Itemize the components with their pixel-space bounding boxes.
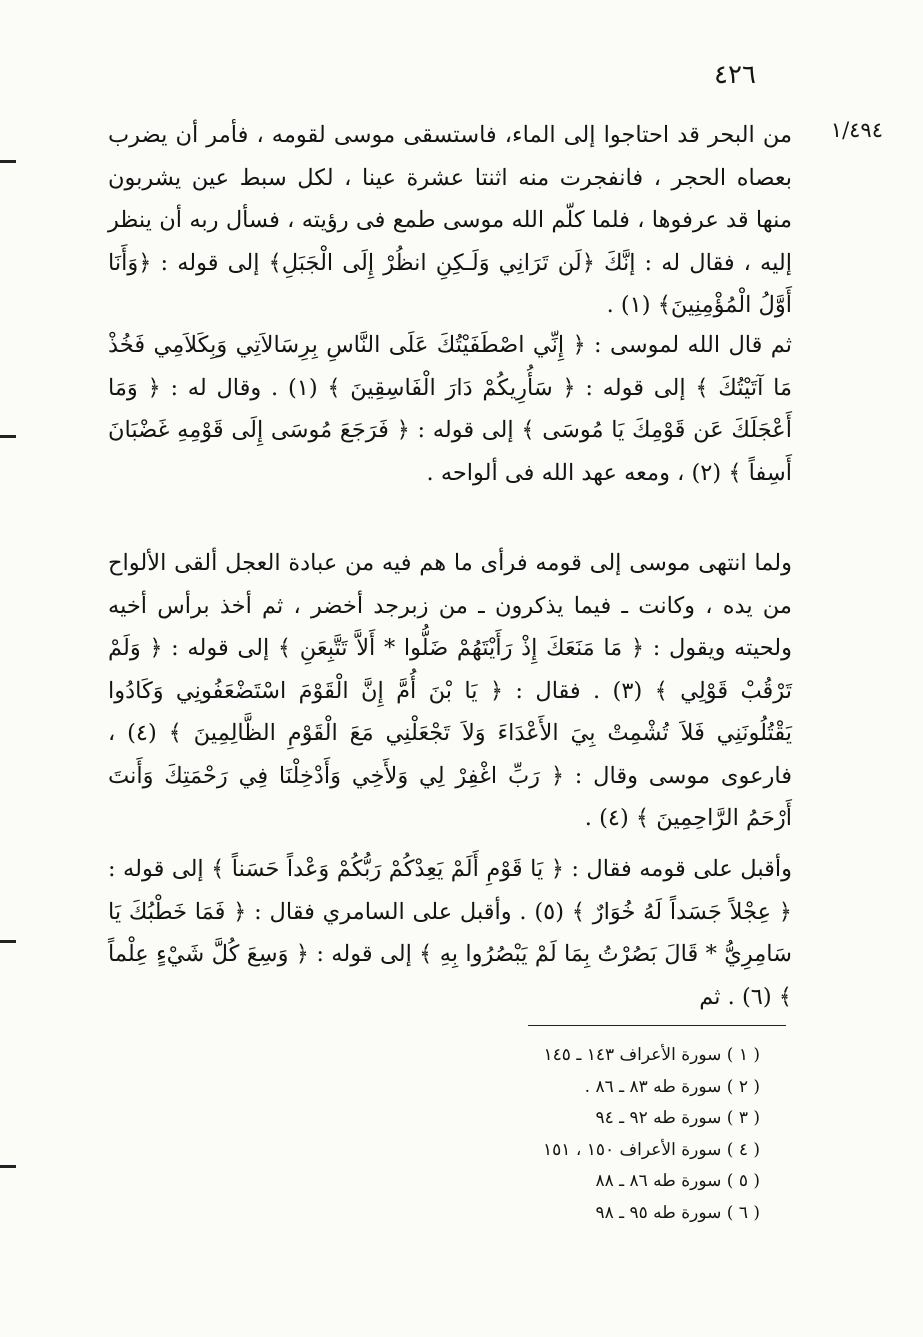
footnote-1: ( ١ ) سورة الأعراف ١٤٣ ـ ١٤٥ xyxy=(543,1045,760,1065)
margin-reference: ١/٤٩٤ xyxy=(830,118,883,142)
page-number: ٤٢٦ xyxy=(714,60,756,90)
footnote-3: ( ٣ ) سورة طه ٩٢ ـ ٩٤ xyxy=(595,1108,760,1128)
footnote-2: ( ٢ ) سورة طه ٨٣ ـ ٨٦ . xyxy=(584,1076,760,1097)
footnotes xyxy=(470,1040,760,1229)
paragraph-text: ثم قال الله لموسى : ﴿ إِنِّي اصْطَفَيْتُكَ عَلَى النَّاسِ بِرِسَالاَتِي وَبِكَلاَمِي فَخُذْ مَا آتَيْتُكَ ﴾ إلى قوله : ﴿ سَأُرِيكُمْ دَارَ الْفَاسِقِينَ ﴾ (١) . وقال له : ﴿ وَمَا أَعْجَلَكَ عَن قَوْمِكَ يَا مُوسَى ﴾ إلى قوله : ﴿ فَرَجَعَ مُوسَى إِلَى قَوْمِهِ غَضْبَانَ أَسِفاً ﴾ (٢) ، ومعه عهد الله فى ألواحه . xyxy=(108,332,793,486)
body-paragraph-3 xyxy=(108,542,792,840)
paragraph-text: وأقبل على قومه فقال : ﴿ يَا قَوْمِ أَلَمْ يَعِدْكُمْ رَبُّكُمْ وَعْداً حَسَناً ﴾ إلى قوله : ﴿ عِجْلاً جَسَداً لَهُ خُوَارٌ ﴾ (٥) . وأقبل على السامري فقال : ﴿ فَمَا خَطْبُكَ يَا سَامِرِيُّ * قَالَ بَصُرْتُ بِمَا لَمْ يَبْصُرُوا بِهِ ﴾ إلى قوله : ﴿ وَسِعَ كُلَّ شَيْءٍ عِلْماً ﴾ (٦) . ثم xyxy=(108,856,792,1010)
body-paragraph-2 xyxy=(108,324,792,494)
footnote-divider xyxy=(528,1025,786,1026)
body-paragraph-1 xyxy=(108,114,792,327)
paragraph-text: ولما انتهى موسى إلى قومه فرأى ما هم فيه من عبادة العجل ألقى الألواح من يده ، وكانت ـ فيما يذكرون ـ من زبرجد أخضر ، ثم أخذ برأس أخيه ولحيته ويقول : ﴿ مَا مَنَعَكَ إِذْ رَأَيْتَهُمْ ضَلُّوا * أَلاَّ تَتَّبِعَنِ ﴾ إلى قوله : ﴿ وَلَمْ تَرْقُبْ قَوْلِي ﴾ (٣) . فقال : ﴿ يَا بْنَ أُمَّ إِنَّ الْقَوْمَ اسْتَضْعَفُونِي وَكَادُوا يَقْتُلُونَنِي فَلاَ تُشْمِتْ بِيَ الأَعْدَاءَ وَلاَ تَجْعَلْنِي مَعَ الْقَوْمِ الظَّالِمِينَ ﴾ (٤) ، فارعوى موسى وقال : ﴿ رَبِّ اغْفِرْ لِي وَلأَخِي وَأَدْخِلْنَا فِي رَحْمَتِكَ وَأَنتَ أَرْحَمُ الرَّاحِمِينَ ﴾ (٤) . xyxy=(108,550,792,831)
binding-mark xyxy=(0,160,16,163)
binding-mark xyxy=(0,435,16,438)
footnote-6: ( ٦ ) سورة طه ٩٥ ـ ٩٨ xyxy=(595,1202,760,1223)
binding-mark xyxy=(0,1165,16,1168)
paragraph-text: من البحر قد احتاجوا إلى الماء، فاستسقى موسى لقومه ، فأمر أن يضرب بعصاه الحجر ، فانفجرت منه اثنتا عشرة عينا ، لكل سبط عين يشربون منها قد عرفوها ، فلما كلّم الله موسى طمع فى رؤيته ، فسأل ربه أن ينظر إليه ، فقال له : إنَّكَ ﴿لَن تَرَانِي وَلَـكِنِ انظُرْ إِلَى الْجَبَلِ﴾ إلى قوله : ﴿وَأَنَا أَوَّلُ الْمُؤْمِنِينَ﴾ (١) . xyxy=(108,122,792,318)
footnote-5: ( ٥ ) سورة طه ٨٦ ـ ٨٨ xyxy=(595,1171,760,1191)
binding-mark xyxy=(0,940,16,943)
body-paragraph-4 xyxy=(108,848,792,1018)
footnote-4: ( ٤ ) سورة الأعراف ١٥٠ ، ١٥١ xyxy=(543,1139,760,1160)
